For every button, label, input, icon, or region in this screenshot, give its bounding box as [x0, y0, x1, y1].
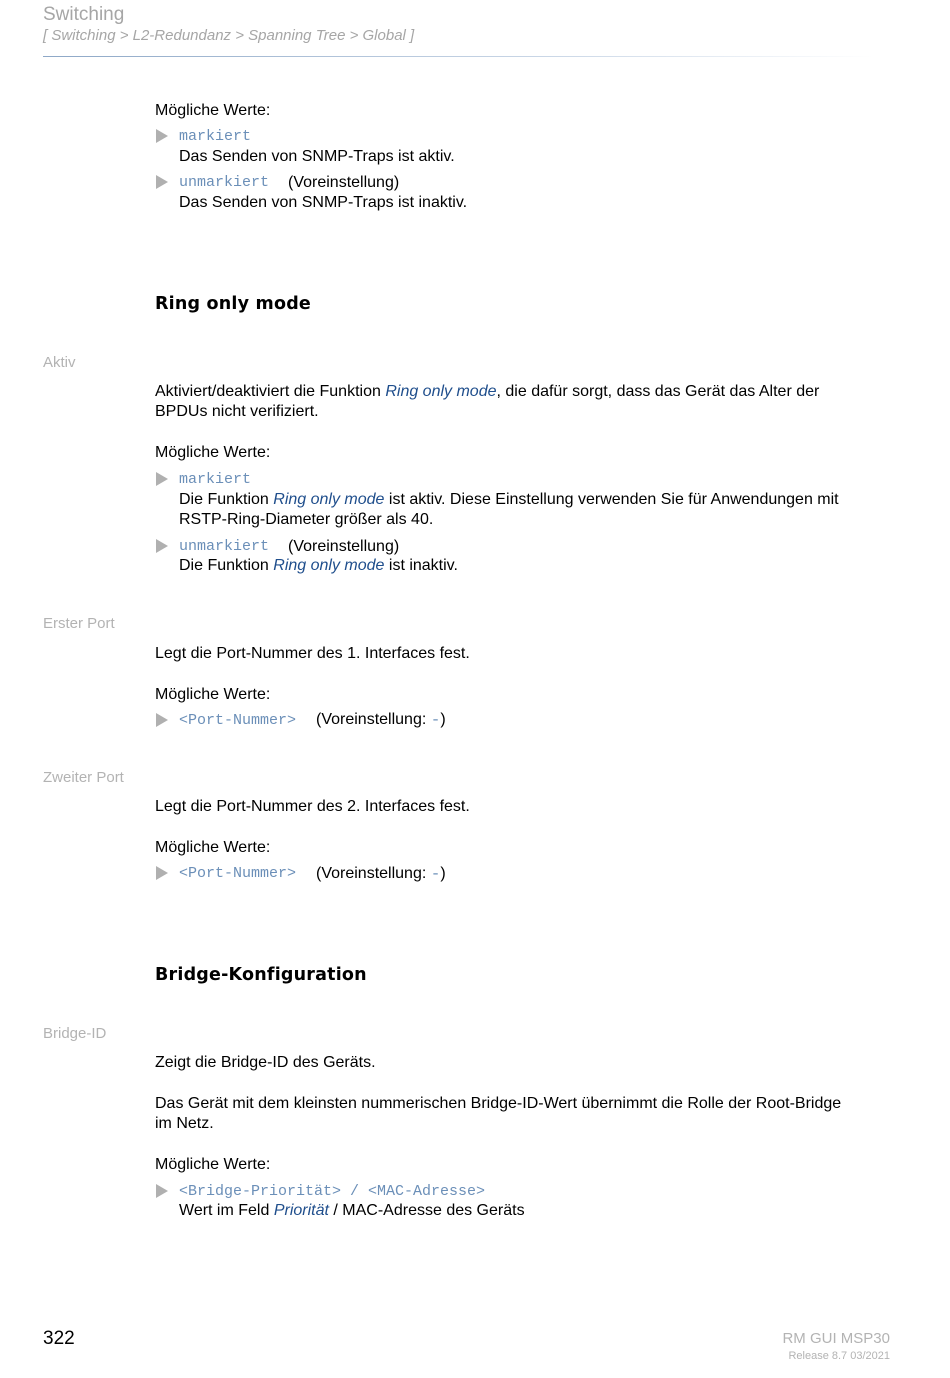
second-port-description: Legt die Port-Nummer des 2. Interfaces fest. [155, 798, 470, 815]
possible-values-label: Mögliche Werte: [155, 102, 271, 119]
bridge-id-value: <Bridge-Priorität> / <MAC-Adresse> [179, 1183, 486, 1200]
ring-default-note: (Voreinstellung) [288, 538, 400, 555]
release-info: Release 8.7 03/2021 [788, 1350, 890, 1362]
ring-marked-desc-reference: Ring only mode [273, 491, 385, 508]
possible-values-label: Mögliche Werte: [155, 1156, 271, 1173]
bullet-arrow-icon [156, 175, 168, 189]
breadcrumb: [ Switching > L2-Redundanz > Spanning Tree > Global ] [43, 27, 415, 44]
bullet-arrow-icon [156, 1184, 168, 1198]
bullet-arrow-icon [156, 539, 168, 553]
header-divider [43, 56, 873, 57]
snmp-value-marked: markiert [179, 128, 252, 145]
section-heading-bridge-configuration: Bridge-Konfiguration [155, 965, 367, 985]
header-title: Switching [43, 4, 125, 25]
section-heading-ring-only-mode: Ring only mode [155, 294, 311, 314]
default-value: - [430, 865, 441, 883]
ring-unmarked-desc-text: ist inaktiv. [384, 557, 458, 574]
aktiv-description-cont: BPDUs nicht verifiziert. [155, 403, 319, 420]
param-label-bridge-id: Bridge-ID [43, 1025, 107, 1042]
default-note-text: (Voreinstellung: [316, 711, 431, 728]
snmp-value-marked-desc: Das Senden von SNMP-Traps ist aktiv. [179, 148, 455, 165]
ring-value-marked: markiert [179, 471, 252, 488]
bridge-id-description-2-cont: im Netz. [155, 1115, 214, 1132]
ring-value-marked-desc-cont: RSTP-Ring-Diameter größer als 40. [179, 511, 434, 528]
ring-unmarked-desc-text: Die Funktion [179, 557, 274, 574]
bullet-arrow-icon [156, 472, 168, 486]
ring-marked-desc-text: Die Funktion [179, 491, 274, 508]
snmp-value-unmarked: unmarkiert [179, 174, 270, 191]
bridge-id-value-desc [179, 1201, 525, 1221]
aktiv-desc-text: Aktiviert/deaktiviert die Funktion [155, 383, 386, 400]
param-label-aktiv: Aktiv [43, 354, 76, 371]
default-value: - [430, 711, 441, 729]
snmp-default-note: (Voreinstellung) [288, 174, 400, 191]
ring-value-unmarked: unmarkiert [179, 538, 270, 555]
possible-values-label: Mögliche Werte: [155, 839, 271, 856]
document-title: RM GUI MSP30 [782, 1330, 890, 1347]
ring-value-unmarked-desc [179, 556, 458, 576]
aktiv-description [155, 382, 819, 402]
default-note-text: ) [440, 711, 446, 728]
bridge-id-description: Zeigt die Bridge-ID des Geräts. [155, 1054, 376, 1071]
default-note-text: ) [440, 865, 446, 882]
bridge-value-desc-text: / MAC-Adresse des Geräts [328, 1202, 525, 1219]
param-label-first-port: Erster Port [43, 615, 115, 632]
ring-marked-desc-text: ist aktiv. Diese Einstellung verwenden Sie für Anwendungen mit [384, 491, 839, 508]
first-port-default-note [316, 710, 446, 730]
possible-values-label: Mögliche Werte: [155, 444, 271, 461]
page-number: 322 [43, 1328, 75, 1349]
bridge-value-desc-reference: Priorität [273, 1202, 329, 1219]
possible-values-label: Mögliche Werte: [155, 686, 271, 703]
first-port-description: Legt die Port-Nummer des 1. Interfaces fest. [155, 645, 470, 662]
ring-value-marked-desc [179, 490, 839, 510]
default-note-text: (Voreinstellung: [316, 865, 431, 882]
bridge-value-desc-text: Wert im Feld [179, 1202, 274, 1219]
bullet-arrow-icon [156, 713, 168, 727]
first-port-value: <Port-Nummer> [179, 712, 297, 729]
aktiv-desc-reference: Ring only mode [385, 383, 497, 400]
aktiv-desc-text: , die dafür sorgt, dass das Gerät das Alter der [496, 383, 820, 400]
second-port-value: <Port-Nummer> [179, 865, 297, 882]
param-label-second-port: Zweiter Port [43, 769, 124, 786]
bullet-arrow-icon [156, 129, 168, 143]
second-port-default-note [316, 864, 446, 884]
bridge-id-description-2: Das Gerät mit dem kleinsten nummerischen Bridge-ID-Wert übernimmt die Rolle der Root-Bridge [155, 1095, 842, 1112]
ring-unmarked-desc-reference: Ring only mode [273, 557, 385, 574]
snmp-value-unmarked-desc: Das Senden von SNMP-Traps ist inaktiv. [179, 194, 468, 211]
bullet-arrow-icon [156, 866, 168, 880]
